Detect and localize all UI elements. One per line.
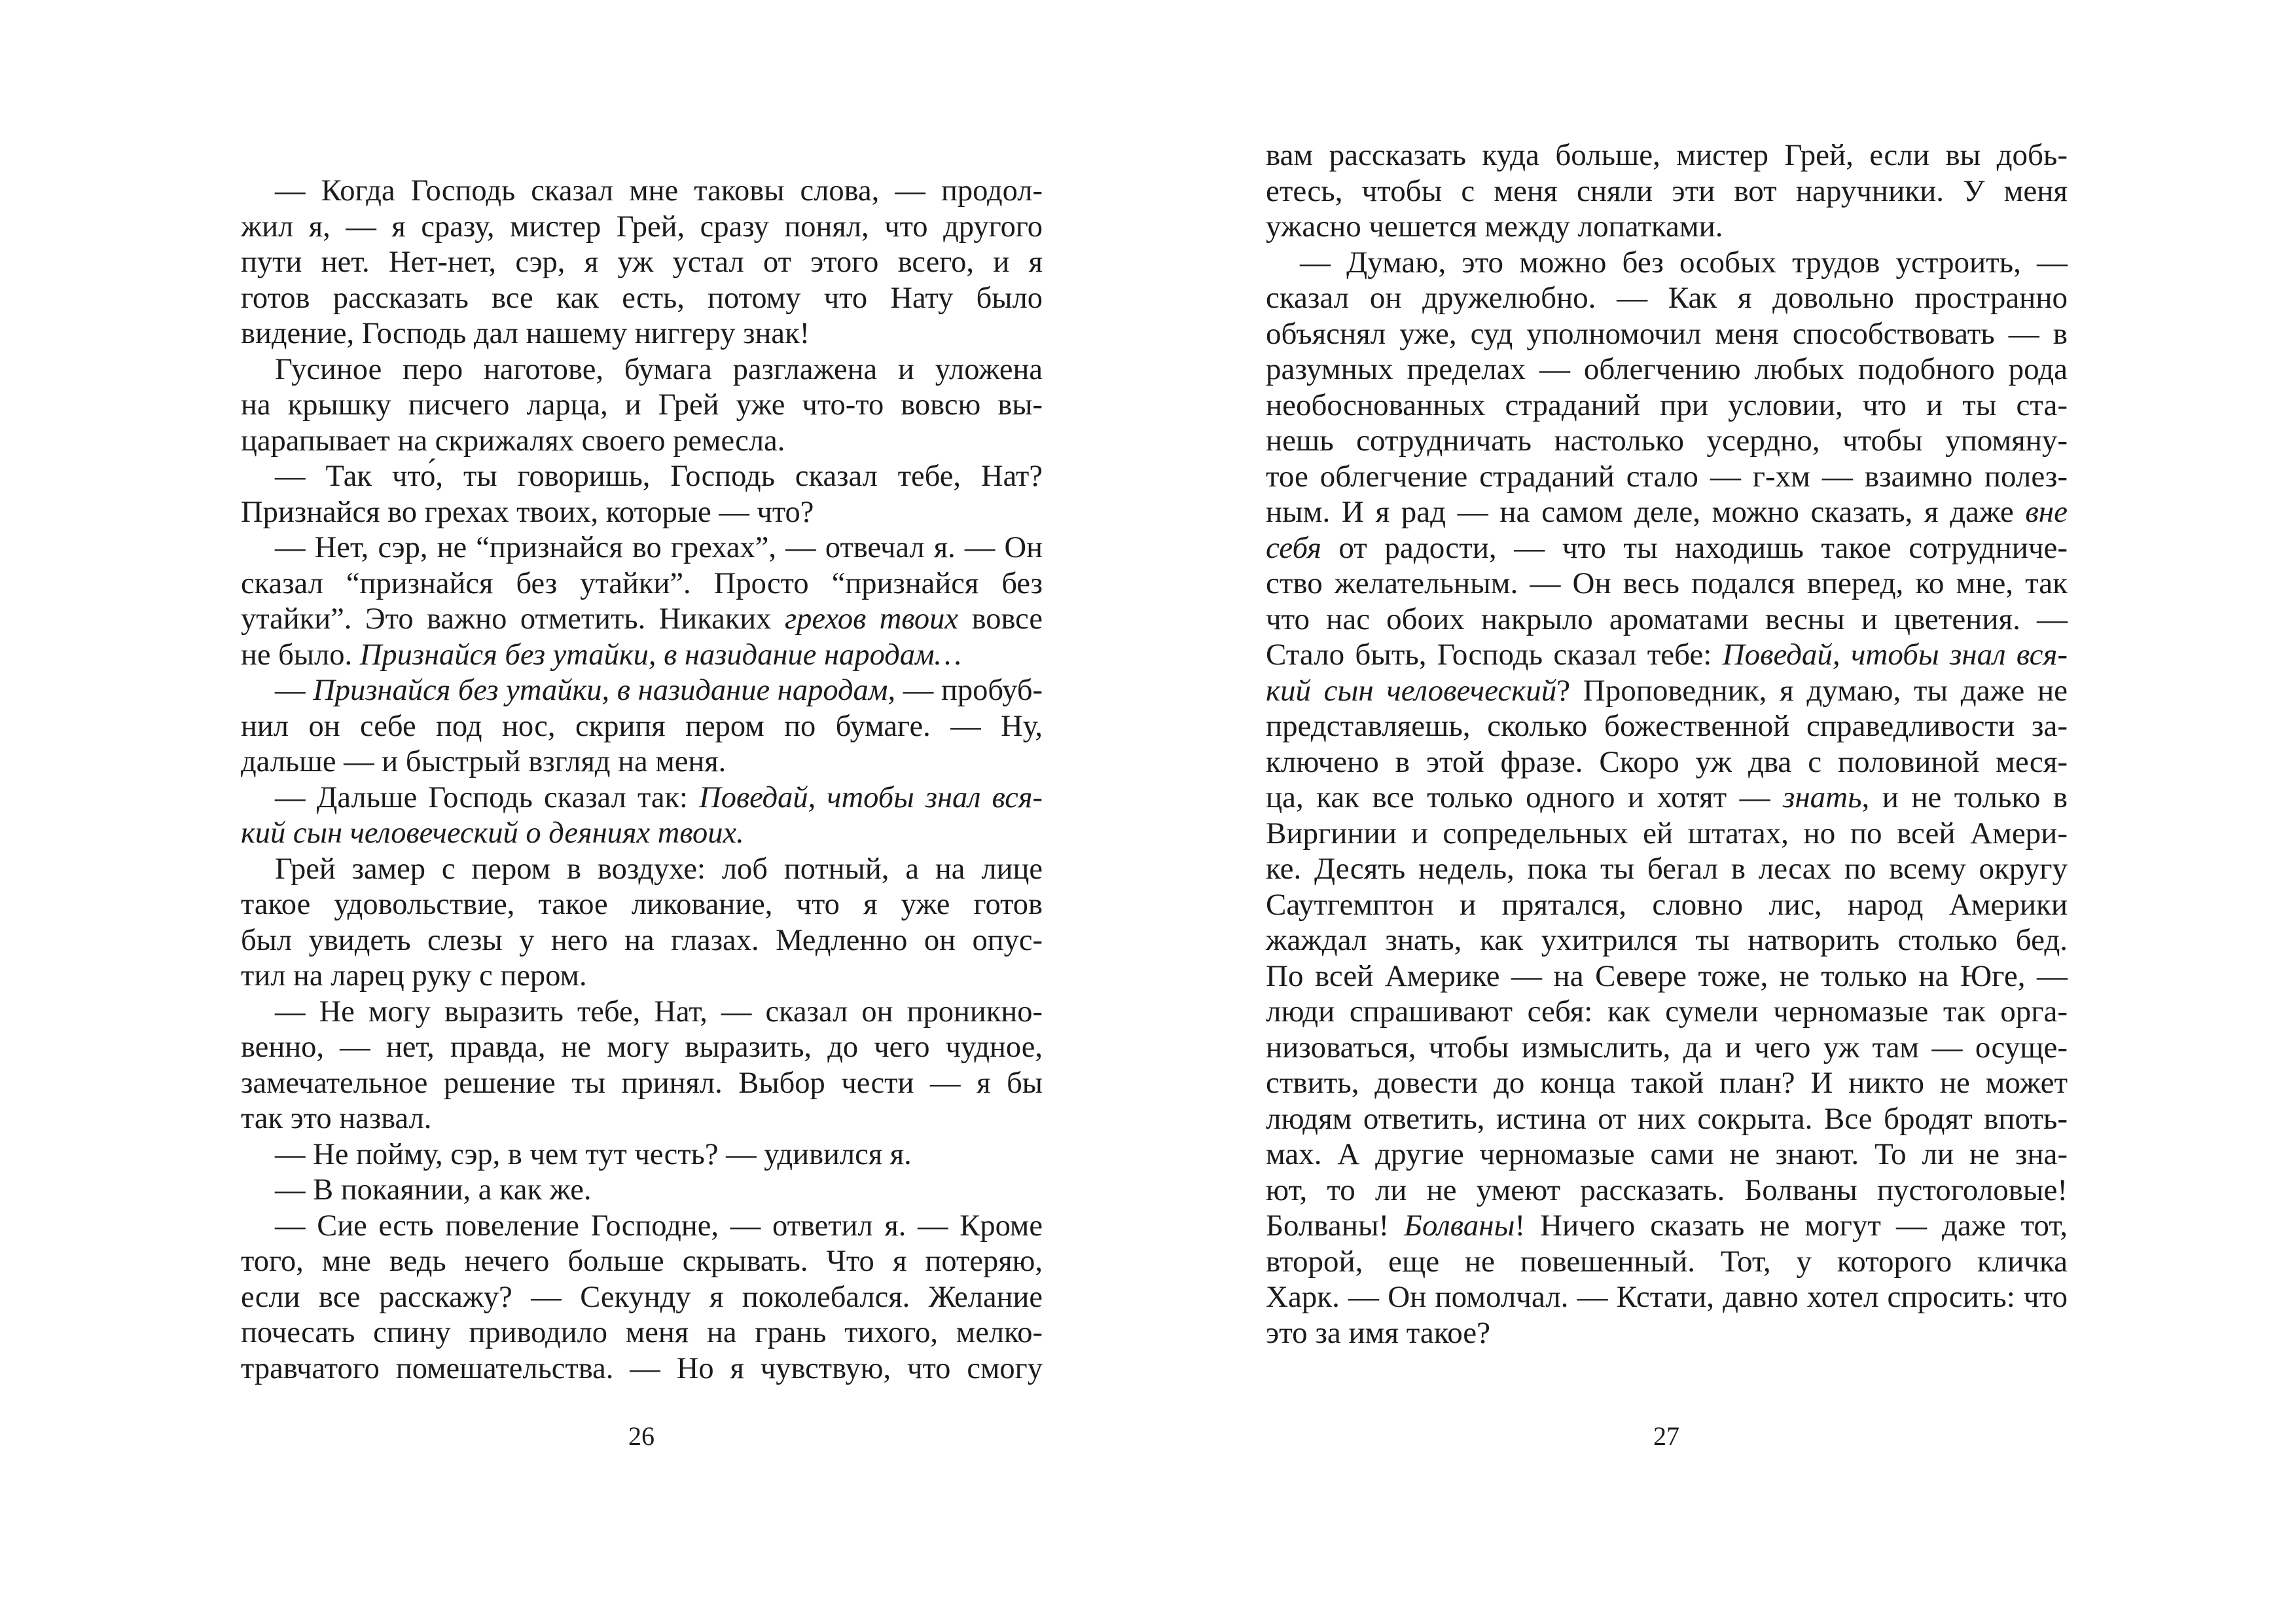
text-run: низоваться, чтобы измыслить, да и чего уж там — осуще-	[1266, 1030, 2068, 1065]
text-line	[1266, 245, 2068, 281]
text-run: ют, то ли не умеют рассказать. Болваны пустоголовые!	[1266, 1173, 2068, 1207]
text-run: если все расскажу? — Секунду я поколебался. Желание	[241, 1280, 1043, 1314]
text-run: — Когда Господь сказал мне таковы слова, — продол-	[275, 174, 1043, 208]
text-line	[1266, 352, 2068, 388]
text-line	[241, 638, 1043, 674]
text-run: пути нет. Нет-нет, сэр, я уж устал от этого всего, и я	[241, 246, 1043, 279]
text-run: — Не могу выразить тебе, Нат, — сказал он проникно-	[275, 994, 1043, 1029]
text-line	[1266, 1208, 2068, 1244]
text-line	[241, 530, 1043, 566]
text-line	[241, 566, 1043, 602]
text-run: жил я, — я сразу, мистер Грей, сразу понял, что другого	[241, 210, 1043, 244]
text-line	[1266, 708, 2068, 744]
text-run: ке. Десять недель, пока ты бегал в лесах по всему округу	[1266, 852, 2068, 886]
text-run: что нас обоих накрыло ароматами весны и цветения. —	[1266, 602, 2068, 636]
text-line	[241, 709, 1043, 745]
text-run: Виргинии и сопредельных ей штатах, но по всей Амери-	[1266, 816, 2068, 850]
text-run: был увидеть слезы у него на глазах. Медленно он опус-	[241, 923, 1043, 957]
text-line	[1266, 851, 2068, 887]
text-line	[1266, 816, 2068, 852]
text-run: —	[275, 674, 314, 707]
text-run: второй, еще не повешенный. Тот, у которого кличка	[1266, 1244, 2068, 1279]
text-line	[1266, 1315, 2068, 1351]
text-run: — Нет, сэр, не “признайся во грехах”, — отвечал я. — Он	[275, 531, 1043, 564]
text-run: травчатого помешательства. — Но я чувствую, что смогу	[241, 1351, 1043, 1385]
text-line	[241, 173, 1043, 210]
text-run: ? Проповедник, я думаю, ты даже не	[1556, 673, 2068, 708]
text-run: представляешь, сколько божественной справедливости за-	[1266, 709, 2068, 743]
text-line	[241, 816, 1043, 852]
text-run: венно, — нет, правда, не могу выразить, до чего чудное,	[241, 1030, 1043, 1064]
italic-run: грехов твоих	[784, 602, 959, 636]
italic-run: Признайся без утайки, в назидание народам,	[313, 674, 896, 707]
italic-run: Поведай, чтобы знал вся-	[1722, 638, 2068, 672]
text-line	[241, 1315, 1043, 1351]
text-line	[241, 1351, 1043, 1387]
text-line	[241, 1030, 1043, 1066]
text-run: готов рассказать все как есть, потому что Нату было	[241, 281, 1043, 315]
text-line	[241, 602, 1043, 638]
text-line	[241, 923, 1043, 959]
text-run: люди спрашивают себя: как сумели черномазые так орга-	[1266, 994, 2068, 1029]
text-run: не было.	[241, 638, 360, 672]
text-line	[1266, 958, 2068, 994]
text-line	[241, 1101, 1043, 1137]
text-line	[241, 1209, 1043, 1245]
text-run: Признайся во грехах твоих, которые — что?	[241, 495, 814, 529]
text-line	[1266, 280, 2068, 316]
text-line	[241, 744, 1043, 780]
text-run: ство желательным. — Он весь подался вперед, ко мне, так	[1266, 566, 2068, 600]
text-line	[241, 673, 1043, 709]
text-run: ным. И я рад — на самом деле, можно сказать, я даже	[1266, 495, 2026, 529]
text-line	[241, 1173, 1043, 1209]
text-line	[241, 958, 1043, 994]
text-run: вовсе	[958, 602, 1043, 636]
text-line	[241, 388, 1043, 424]
text-run: ужасно чешется между лопатками.	[1266, 210, 1723, 244]
text-line	[1266, 388, 2068, 424]
text-line	[1266, 602, 2068, 638]
text-run: нил он себе под нос, скрипя пером по бумаге. — Ну,	[241, 709, 1043, 743]
text-run: вам рассказать куда больше, мистер Грей, если вы добь-	[1266, 138, 2068, 172]
text-run: — В покаянии, а как же.	[275, 1173, 592, 1207]
italic-run: Поведай, чтобы знал вся-	[699, 780, 1043, 814]
text-run: ствить, довести до конца такой план? И никто не может	[1266, 1066, 2068, 1100]
italic-run: себя	[1266, 530, 1321, 565]
text-run: Харк. — Он помолчал. — Кстати, давно хотел спросить: что	[1266, 1280, 2068, 1314]
text-run: Гусиное перо наготове, бумага разглажена и уложена	[275, 352, 1043, 386]
text-run: — Не пойму, сэр, в чем тут честь? — удивился я.	[275, 1137, 912, 1171]
text-run: дальше — и быстрый взгляд на меня.	[241, 745, 726, 778]
text-run: , и не только в	[1861, 780, 2068, 814]
text-run: на крышку писчего ларца, и Грей уже что-то вовсю вы-	[241, 388, 1043, 422]
text-line	[241, 852, 1043, 888]
text-line	[1266, 673, 2068, 709]
text-line	[1266, 1101, 2068, 1137]
text-run: Саутгемптон и прятался, словно лис, народ Америки	[1266, 887, 2068, 922]
text-line	[1266, 316, 2068, 352]
text-line	[1266, 1137, 2068, 1173]
text-line	[241, 780, 1043, 816]
text-line	[1266, 1065, 2068, 1101]
text-run: утайки”. Это важно отметить. Никаких	[241, 602, 785, 636]
text-run: царапывает на скрижалях своего ремесла.	[241, 424, 785, 458]
text-run: — Так что́, ты говоришь, Господь сказал тебе, Нат?	[275, 460, 1043, 493]
text-line	[1266, 780, 2068, 816]
text-line	[241, 994, 1043, 1030]
text-line	[241, 1280, 1043, 1316]
text-run: — пробуб-	[895, 674, 1043, 707]
italic-run: Признайся без утайки, в назидание народам…	[359, 638, 962, 672]
text-line	[1266, 459, 2068, 495]
text-line	[241, 459, 1043, 495]
text-run: По всей Америке — на Севере тоже, не только на Юге, —	[1266, 958, 2068, 993]
text-line	[1266, 530, 2068, 566]
text-run: Стало быть, Господь сказал тебе:	[1266, 638, 1723, 672]
text-line	[1266, 1173, 2068, 1209]
text-run: ! Ничего сказать не могут — даже тот,	[1515, 1209, 2068, 1243]
text-run: — Сие есть повеление Господне, — ответил я. — Кроме	[275, 1209, 1043, 1243]
text-run: жаждал знать, как ухитрился ты натворить столько бед.	[1266, 923, 2068, 957]
left-page-text	[241, 173, 1043, 1387]
text-run: такое удовольствие, такое ликование, что я уже готов	[241, 888, 1043, 921]
text-line	[1266, 887, 2068, 923]
text-line	[241, 1244, 1043, 1280]
text-line	[1266, 922, 2068, 958]
text-run: сказал “признайся без утайки”. Просто “признайся без	[241, 566, 1043, 600]
italic-run: вне	[2025, 495, 2068, 529]
text-line	[1266, 423, 2068, 459]
text-run: замечательное решение ты принял. Выбор чести — я бы	[241, 1066, 1043, 1100]
text-run: ца, как все только одного и хотят —	[1266, 780, 1784, 814]
text-line	[1266, 209, 2068, 245]
text-line	[241, 424, 1043, 460]
text-run: видение, Господь дал нашему ниггеру знак!	[241, 317, 810, 350]
right-page-text	[1266, 137, 2068, 1351]
text-run: нешь сотрудничать настолько усердно, чтобы упомяну-	[1266, 424, 2068, 458]
text-line	[241, 281, 1043, 317]
text-line	[241, 210, 1043, 246]
text-run: так это назвал.	[241, 1102, 432, 1135]
italic-run: знать	[1783, 780, 1862, 814]
text-run: тил на ларец руку с пером.	[241, 959, 587, 993]
text-run: сказал он дружелюбно. — Как я довольно пространно	[1266, 281, 2068, 315]
text-run: объяснял уже, суд уполномочил меня способствовать — в	[1266, 316, 2068, 351]
text-run: людям ответить, истина от них сокрыта. Все бродят впоть-	[1266, 1101, 2068, 1136]
italic-run: Болваны	[1404, 1209, 1515, 1243]
text-line	[241, 887, 1043, 923]
right-page-number: 27	[1653, 1421, 1679, 1451]
text-run: того, мне ведь нечего больше скрывать. Что я потеряю,	[241, 1245, 1043, 1278]
text-line	[241, 245, 1043, 281]
text-line	[1266, 173, 2068, 210]
text-run: тое облегчение страданий стало — г-хм — взаимно полез-	[1266, 459, 2068, 494]
text-run: почесать спину приводило меня на грань тихого, мелко-	[241, 1316, 1043, 1349]
text-run: Болваны!	[1266, 1209, 1405, 1243]
text-run: — Дальше Господь сказал так:	[275, 780, 700, 814]
text-line	[1266, 494, 2068, 530]
text-run: мах. А другие черномазые сами не знают. То ли не зна-	[1266, 1137, 2068, 1171]
text-line	[241, 1066, 1043, 1102]
italic-run: кий сын человеческий о деяниях твоих.	[241, 816, 744, 850]
right-page	[1148, 0, 2296, 1623]
text-line	[1266, 637, 2068, 673]
text-run: необоснованных страданий при условии, что и ты ста-	[1266, 388, 2068, 422]
text-line	[1266, 566, 2068, 602]
text-run: разумных пределах — облегчению любых подобного рода	[1266, 352, 2068, 386]
text-line	[1266, 1244, 2068, 1280]
text-line	[1266, 1279, 2068, 1315]
text-run: от радости, — что ты находишь такое сотрудниче-	[1321, 530, 2068, 565]
text-run: етесь, чтобы с меня сняли эти вот наручники. У меня	[1266, 173, 2068, 208]
text-run: — Думаю, это можно без особых трудов устроить, —	[1300, 245, 2068, 280]
italic-run: кий сын человеческий	[1266, 673, 1557, 708]
text-line	[241, 316, 1043, 352]
text-line	[1266, 1030, 2068, 1066]
text-line	[241, 495, 1043, 531]
text-run: это за имя такое?	[1266, 1315, 1490, 1350]
left-page-number: 26	[628, 1421, 655, 1451]
text-run: Грей замер с пером в воздухе: лоб потный, а на лице	[275, 852, 1043, 886]
text-line	[241, 352, 1043, 388]
text-line	[1266, 744, 2068, 780]
text-line	[1266, 137, 2068, 173]
text-line	[241, 1137, 1043, 1173]
text-run: ключено в этой фразе. Скоро уж два с половиной меся-	[1266, 744, 2068, 779]
text-line	[1266, 994, 2068, 1030]
